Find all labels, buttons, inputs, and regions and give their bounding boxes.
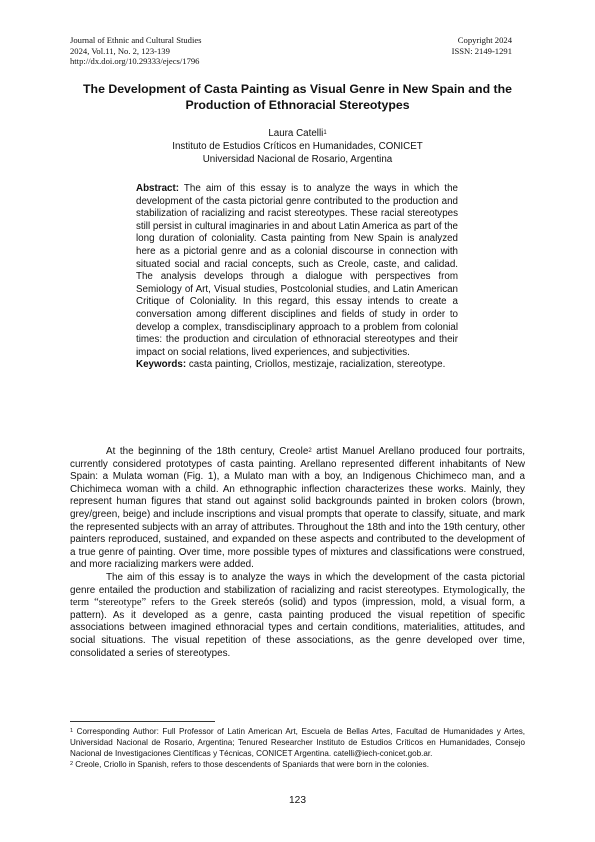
footnote-1	[70, 727, 525, 760]
page-number: 123	[289, 795, 306, 806]
body-text-span: Etymologically, the term “stereotype” refers to the Greek	[70, 584, 525, 609]
copyright: Copyright 2024	[457, 35, 512, 45]
abstract	[136, 183, 458, 372]
article-title: The Development of Casta Painting as Visual Genre in New Spain and the Production of Ethnoracial Stereotypes	[83, 82, 512, 112]
abstract-label: Abstract:	[136, 183, 180, 194]
header-right	[452, 35, 512, 56]
footnote-1-text: Corresponding Author: Full Professor of Latin American Art, Escuela de Bellas Artes, Facultad de Humanidades y Artes, Universidad Nacional de Rosario, Argentina; Tenured Researcher Instituto de Estudios Críticos en Humanidades, Consejo Nacional de Investigaciones Científicas y Técnicas, CONICET Argentina. catelli@iech-conicet.gob.ar.	[70, 727, 525, 758]
body-text-span: stereós (solid) and typos (impression, mold, a visual form, a pattern). As it developed as a genre, casta painting produced the visual repetition of specific associations between imagined ethnoracial types and certain conditions, materialities, attitudes, and social situations. The visual repetition of these associations, as the genre developed over time, consolidated a series of stereotypes.	[70, 597, 525, 659]
header-left	[70, 35, 202, 67]
journal-volume: 2024, Vol.11, No. 2, 123-139	[70, 45, 170, 56]
keywords-text: casta painting, Criollos, mestizaje, racialization, stereotype.	[186, 359, 446, 371]
footnote-2-text: Creole, Criollo in Spanish, refers to those descendents of Spaniards that were born in the colonies.	[73, 759, 429, 769]
body-paragraph-1	[70, 446, 525, 572]
keywords-label: Keywords:	[136, 359, 187, 371]
affiliation-1: Instituto de Estudios Críticos en Humanidades, CONICET	[172, 140, 423, 152]
body-text-span: artist Manuel Arellano produced four portraits, currently considered prototypes of casta painting. Arellano represented different inhabitants of New Spain: a Mulata woman (Fig. 1), a Mulato man with a boy, an Indigenous Chichimeco man, and a Chichimeca woman with a child. An ethnographic inflection characterizes these works. Mainly, they represent human figures that stand out against solid backgrounds painted in broken colors (brown, grey/green, beige) and include inscriptions and visual prompts that operate to classify, situate, and mark the represented subjects with an array of attributes. Throughout the 18th and into the 19th century, other painters reproduced, sustained, and expanded on these aspects and contributed to the development of a true genre of painting. Over time, more possible types of mixtures and classifications were construed, and more racializing markers were added.	[70, 446, 526, 571]
footnote-1-mark: 1	[70, 728, 74, 734]
author-footnote-mark[interactable]: 1	[323, 130, 327, 136]
footnote-mark-2[interactable]: 2	[308, 448, 312, 454]
abstract-paragraph	[136, 183, 458, 359]
author-block	[70, 128, 525, 166]
footnote-2	[70, 760, 525, 771]
journal-name: Journal of Ethnic and Cultural Studies	[70, 35, 202, 45]
footnotes	[70, 727, 525, 771]
keywords-paragraph	[136, 359, 458, 372]
author-line	[70, 128, 525, 141]
footnote-divider	[70, 721, 215, 722]
issn: ISSN: 2149-1291	[451, 45, 512, 56]
body-text-span: At the beginning of the 18th century, Creole	[106, 446, 309, 457]
body-paragraph-2	[70, 572, 525, 660]
body-text-span: The aim of this essay is to analyze the ways in which the development of the casta pictorial genre entailed the production and stabilization of racializing and racist stereotypes.	[70, 571, 525, 596]
doi-link[interactable]: http://dx.doi.org/10.29333/ejecs/1796	[70, 56, 200, 67]
footnote-2-mark: 2	[70, 760, 74, 767]
abstract-text: The aim of this essay is to analyze the ways in which the development of the casta pictorial genre contributed to the production and stabilization of racializing and racist stereotypes. These racial stereotypes still persist in cultural imaginaries in and about Latin America as part of the long duration of coloniality. Casta painting from New Spain is analyzed here as a pictorial genre and as a colonial discourse in connection with situated social and racial concepts, such as Creole, caste, and calidad. The analysis develops through a dialogue with perspectives from Semiology of Art, Visual studies, Postcolonial studies, and Latin American Critique of Coloniality. In this regard, this essay intends to create a conversation among different disciplines and fields of study in order to develop a complex, transdisciplinary approach to a problem from colonial times: the production and circulation of ethnoracial stereotypes and their impact on social relations, lived experiences, and subjectivities.	[136, 183, 458, 358]
body-text	[70, 446, 525, 660]
affiliation-2: Universidad Nacional de Rosario, Argentina	[202, 153, 393, 165]
author-name: Laura Catelli	[268, 128, 324, 139]
